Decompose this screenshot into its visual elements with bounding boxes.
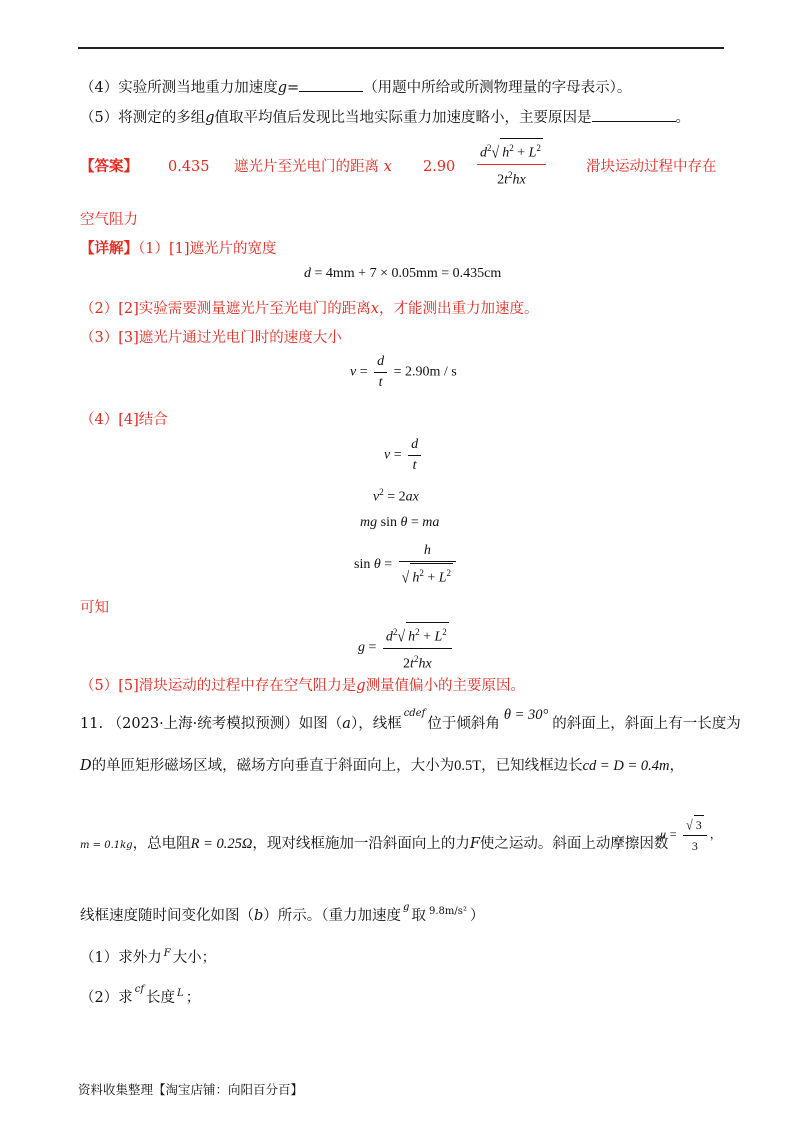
q4-prefix: （4）实验所测当地重力加速度 (80, 80, 278, 96)
answer-blank (592, 107, 676, 122)
q11-cdD: cd = D = 0.4m (582, 758, 670, 774)
equation-v: v = $\frac{d}{t}$ = 2.90m / s (350, 354, 457, 390)
detail-5 (80, 676, 525, 696)
detail-p2b: ，才能测出重力加速度。 (378, 301, 539, 317)
answer-label: 【答案】 (80, 158, 138, 175)
q11-t12: ） (469, 908, 485, 924)
detail-2 (80, 299, 538, 319)
q11-B: 0.5T (454, 758, 482, 774)
sub2-b: 长度 (146, 990, 176, 1006)
q11-t7: ，现对线框施加一沿斜面向上的力 (252, 836, 470, 852)
detail-p5a: （5）[5]滑块运动的过程中存在空气阻力是 (80, 678, 357, 694)
q11-F: F (469, 836, 480, 852)
equation-v-right: = 2.90m / s (393, 364, 457, 380)
q11-t10: ）所示。（重力加速度 (263, 908, 402, 924)
q11-D: D (80, 758, 92, 774)
sub2-L: L (177, 988, 184, 999)
answer-2-text: 遮光片至光电门的距离 (234, 159, 379, 175)
q11-gval: 9.8m/s² (428, 906, 467, 917)
q11-R: R = 0.25Ω (190, 836, 253, 852)
sub2-c: ； (185, 990, 201, 1006)
q4-eq: = (287, 80, 300, 96)
q11-t8: 使之运动。斜面上动摩擦因数 (479, 836, 669, 852)
sub-question-1 (80, 948, 216, 970)
sub2-text: （2）求 (80, 990, 133, 1006)
answer-4-formula: $\frac{d^2√ h^2 + L^2}{2t^2hx}$ (474, 138, 549, 189)
q11-fig-b: b (254, 908, 264, 924)
q11-source: （2023·上海·统考模拟预测）如图（ (107, 716, 343, 732)
sub1-text: （1）求外力 (80, 950, 162, 966)
q5-end: 。 (675, 110, 691, 126)
answer-1: 0.435 (168, 159, 210, 175)
q11-fig-a: a (342, 716, 351, 732)
detail-p5b: 测量值偏小的主要原因。 (365, 678, 526, 694)
q11-theta: θ = 30° (503, 707, 549, 723)
detail-3: （3）[3]遮光片通过光电门时的速度大小 (80, 330, 342, 346)
detail-4: （4）[4]结合 (80, 412, 168, 428)
answer-row (80, 157, 138, 177)
q11-mu: μ = (660, 826, 678, 841)
equation-v-dt: v = $\frac{d}{t}$ (384, 436, 424, 475)
q11-num: 11. (80, 716, 104, 732)
q11-m: m = 0.1kg (80, 840, 133, 851)
detail-label: 【详解】 (80, 240, 138, 257)
q11-g: g (403, 902, 410, 913)
question-11-line2 (80, 756, 684, 776)
header-rule (78, 47, 724, 49)
question-11-line1 (80, 707, 741, 736)
footer-text: 资料收集整理【淘宝店铺：向阳百分百】 (78, 1082, 304, 1097)
equation-mg: mg sin θ = ma (360, 515, 440, 530)
equation-sin: sin θ = $\frac{h}{√ h^2 + L^2}$ (354, 542, 459, 588)
q4-g: g (277, 80, 288, 96)
detail-p2a: （2）[2]实验需要测量遮光片至光电门的距离 (80, 301, 371, 317)
q11-t2: 位于倾斜角 (427, 716, 500, 732)
sub1-F: F (163, 948, 171, 959)
mu-formula: μ = $\frac{√ 3}{3}$ ， (660, 816, 722, 853)
equation-g: g = $\frac{d^2√ h^2 + L^2}{2t^2hx}$ (358, 622, 455, 673)
sub1-b: 大小； (172, 950, 217, 966)
answer-2 (234, 157, 392, 177)
equation-v2: $v^2 = 2ax$ (373, 487, 419, 505)
q11-cdef: cdef (403, 708, 426, 719)
detail-p1: （1）[1]遮光片的宽度 (138, 241, 277, 257)
sub-question-2 (80, 984, 201, 1010)
question-5 (80, 107, 690, 128)
q11-t1: ），线框 (350, 716, 402, 732)
q11-comma: ， (669, 758, 684, 774)
question-11-line4 (80, 902, 485, 928)
detail-p2var: x (370, 301, 379, 317)
q11-t11: 取 (411, 908, 426, 924)
q11-t4: 的单匝矩形磁场区域，磁场方向垂直于斜面向上，大小为 (91, 758, 455, 774)
answer-5-line1: 滑块运动过程中存在 (586, 159, 717, 175)
sub2-cf: cf (134, 984, 145, 995)
answer-blank (299, 77, 363, 92)
q11-t6: ，总电阻 (132, 836, 191, 852)
detail-p5var: g (356, 678, 366, 694)
kezhi: 可知 (80, 600, 109, 616)
q11-t5: ，已知线框边长 (481, 758, 583, 774)
q5-text: （5）将测定的多组 (80, 110, 206, 126)
question-4 (80, 77, 631, 98)
q11-t9: 线框速度随时间变化如图（ (80, 908, 254, 924)
question-11-line3 (80, 834, 668, 856)
answer-2-var: x (383, 159, 392, 175)
answer-5-line2: 空气阻力 (80, 212, 138, 228)
q11-t3: 的斜面上，斜面上有一长度为 (552, 716, 741, 732)
detail-1 (80, 239, 277, 259)
q5-text2: 值取平均值后发现比当地实际重力加速度略小，主要原因是 (214, 110, 592, 126)
answer-3: 2.90 (423, 159, 456, 175)
equation-d: d = 4mm + 7 × 0.05mm = 0.435cm (304, 266, 502, 281)
q5-g: g (205, 110, 215, 126)
q4-suffix: （用题中所给或所测物理量的字母表示）。 (363, 80, 632, 96)
